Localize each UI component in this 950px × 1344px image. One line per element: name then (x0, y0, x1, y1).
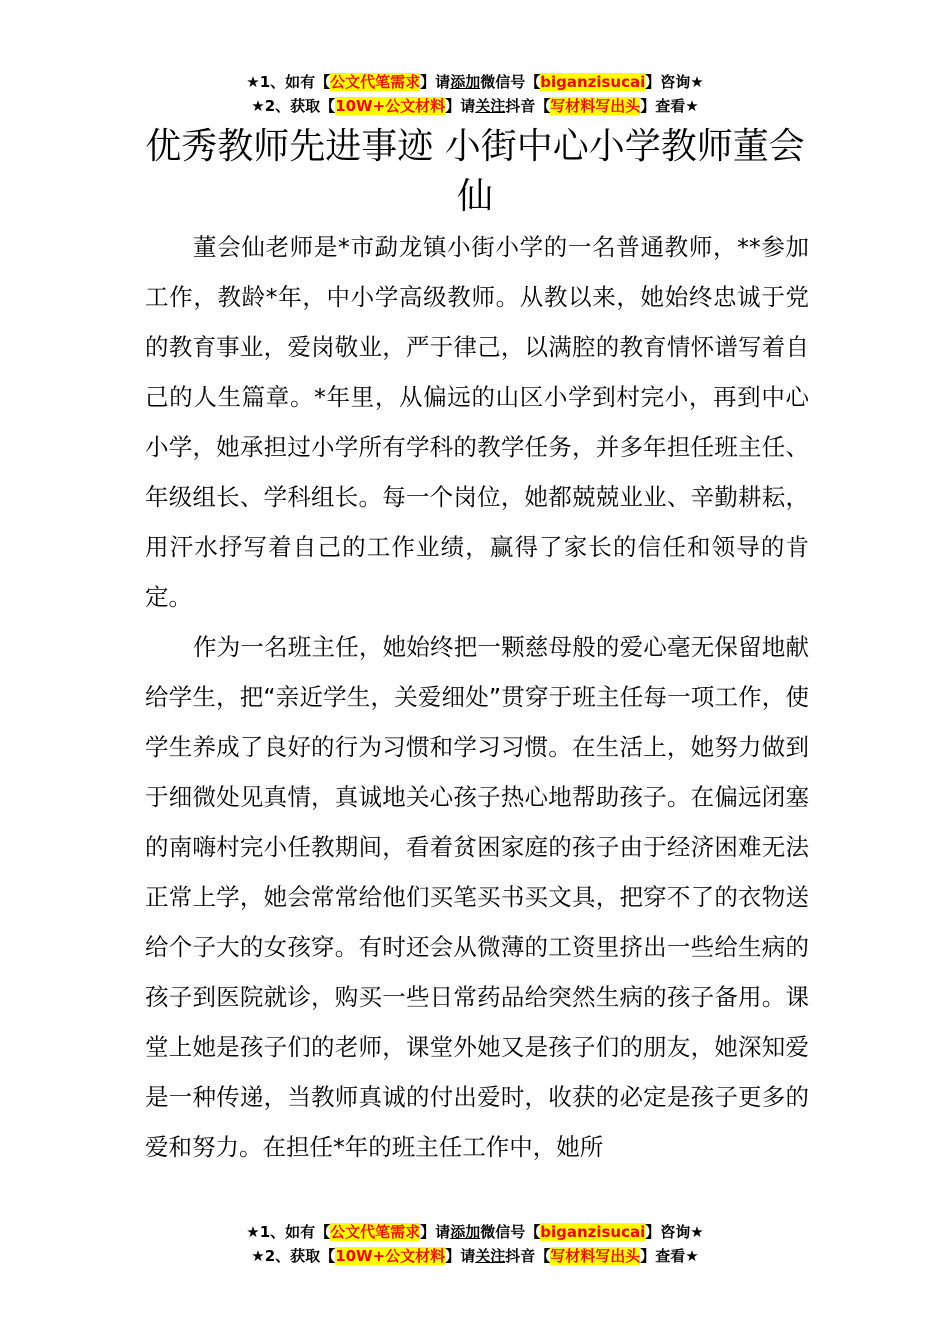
promo-highlight: 公文代笔需求 (330, 73, 421, 91)
promo-text: 抖音【 (505, 1247, 551, 1265)
promo-line-1 (0, 70, 950, 94)
promo-line-2 (0, 1244, 950, 1268)
promo-text: ★1、如有【 (246, 73, 331, 91)
promo-line-1 (0, 1220, 950, 1244)
promo-wechat-id: biganzisucai (540, 73, 646, 91)
promo-douyin-id: 写材料写出头 (550, 97, 641, 115)
document-title: 优秀教师先进事迹 小街中心小学教师董会仙 (145, 126, 805, 217)
promo-highlight: 10W+公文材料 (335, 97, 446, 115)
promo-text: 】查看★ (640, 97, 699, 115)
promo-underlined: 关注 (475, 97, 506, 115)
promo-underlined: 添加 (450, 73, 481, 91)
promo-text: ★2、获取【 (251, 1247, 336, 1265)
footer-promo-banner (0, 1220, 950, 1268)
promo-text: 】请 (420, 73, 451, 91)
header-promo-banner (0, 70, 950, 118)
promo-text: 】咨询★ (645, 1223, 704, 1241)
promo-wechat-id: biganzisucai (540, 1223, 646, 1241)
promo-text: 】请 (445, 1247, 476, 1265)
promo-text: 】查看★ (640, 1247, 699, 1265)
promo-text: 】咨询★ (645, 73, 704, 91)
paragraph-2: 作为一名班主任，她始终把一颗慈母般的爱心毫无保留地献给学生，把“亲近学生，关爱细处”贯穿于班主任每一项工作，使学生养成了良好的行为习惯和学习习惯。在生活上，她努力做到于细微处见真情，真诚地关心孩子热心地帮助孩子。在偏远闭塞的南嗨村完小任教期间，看着贫困家庭的孩子由于经济困难无法正常上学，她会常常给他们买笔买书买文具，把穿不了的衣物送给个子大的女孩穿。有时还会从微薄的工资里挤出一些给生病的孩子到医院就诊，购买一些日常药品给突然生病的孩子备用。课堂上她是孩子们的老师，课堂外她又是孩子们的朋友，她深知爱是一种传递，当教师真诚的付出爱时，收获的必定是孩子更多的爱和努力。在担任*年的班主任工作中，她所 (145, 633, 809, 1161)
promo-text: ★2、获取【 (251, 97, 336, 115)
promo-underlined: 关注 (475, 1247, 506, 1265)
promo-text: ★1、如有【 (246, 1223, 331, 1241)
promo-line-2 (0, 94, 950, 118)
promo-highlight: 10W+公文材料 (335, 1247, 446, 1265)
paragraph-1: 董会仙老师是*市勐龙镇小街小学的一名普通教师，**参加工作，教龄*年，中小学高级教师。从教以来，她始终忠诚于党的教育事业，爱岗敬业，严于律己，以满腔的教育情怀谱写着自己的人生篇章。*年里，从偏远的山区小学到村完小，再到中心小学，她承担过小学所有学科的教学任务，并多年担任班主任、年级组长、学科组长。每一个岗位，她都兢兢业业、辛勤耕耘，用汗水抒写着自己的工作业绩，赢得了家长的信任和领导的肯定。 (145, 233, 809, 611)
document-body (145, 222, 809, 1172)
promo-text: 微信号【 (480, 73, 541, 91)
promo-text: 微信号【 (480, 1223, 541, 1241)
promo-douyin-id: 写材料写出头 (550, 1247, 641, 1265)
promo-text: 抖音【 (505, 97, 551, 115)
promo-text: 】请 (445, 97, 476, 115)
promo-highlight: 公文代笔需求 (330, 1223, 421, 1241)
promo-text: 】请 (420, 1223, 451, 1241)
promo-underlined: 添加 (450, 1223, 481, 1241)
